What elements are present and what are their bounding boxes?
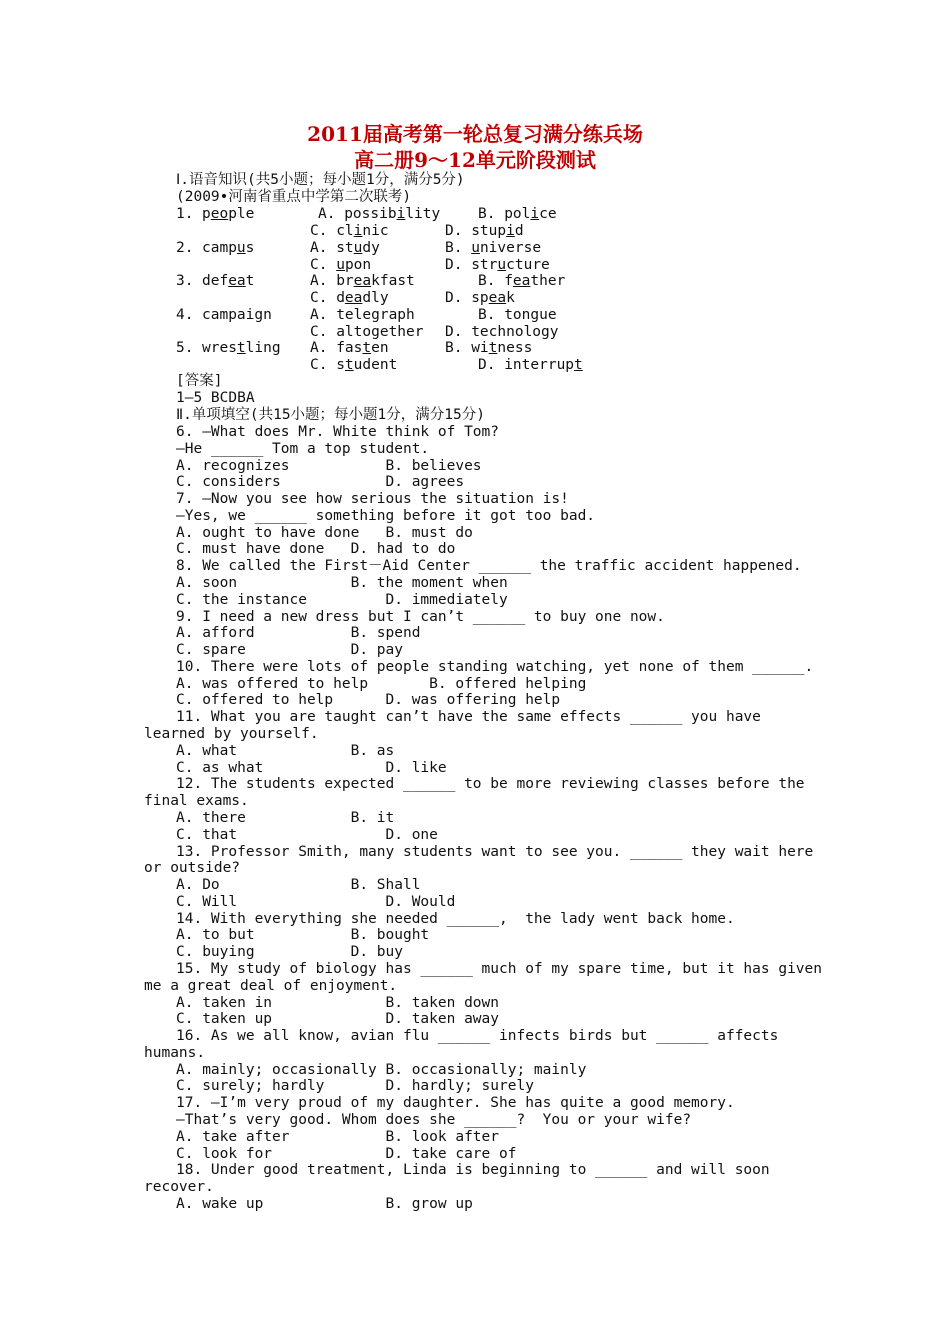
underlined-letters: t (344, 357, 354, 374)
answer-options: C. surely; hardly D. hardly; surely (176, 1078, 534, 1095)
question-text: —Yes, we ______ something before it got too bad. (176, 507, 596, 524)
answer-options: A. taken in B. taken down (176, 994, 500, 1011)
option-d: D. stupid (445, 223, 524, 239)
question-number: 1. (176, 206, 194, 222)
answer-options: A. wake up B. grow up (176, 1195, 473, 1212)
question-stem: 17. —I’m very proud of my daughter. She has quite a good memory. (176, 1095, 735, 1112)
question-stem: 12. The students expected ______ to be more reviewing classes before the (176, 776, 805, 793)
answer-options: C. taken up D. taken away (176, 1011, 500, 1028)
underlined-letters: t (236, 340, 246, 357)
option-b: B. tongue (478, 306, 557, 323)
option-d: D. interrupt (478, 357, 583, 374)
answer-options: C. spare D. pay (176, 642, 403, 659)
section2-heading: Ⅱ.单项填空(共15小题；每小题1分，满分15分) (176, 407, 485, 423)
question-stem: 16. As we all know, avian flu ______ infects birds but ______ affects (176, 1028, 779, 1045)
option-a: A. study (310, 239, 380, 256)
question-stem: 10. There were lots of people standing watching, yet none of them ______. (176, 658, 814, 675)
answer-options: C. considers D. agrees (176, 474, 465, 491)
question-stem: 8. We called the First－Aid Center ______ the traffic accident happened. (176, 558, 802, 575)
option-b: B. witness (445, 340, 533, 357)
option-b: B. police (478, 206, 557, 222)
underlined-letters: t (362, 340, 372, 357)
question-stem: 11. What you are taught can’t have the same effects ______ you have (176, 709, 761, 726)
option-c: C. student (310, 357, 398, 374)
option-c: C. upon (310, 256, 372, 273)
question-text: me a great deal of enjoyment. (144, 977, 398, 994)
option-b: B. universe (445, 239, 542, 256)
question-text: —That’s very good. Whom does she ______? You or your wife? (176, 1111, 692, 1128)
answer-key: 1—5 BCDBA (176, 390, 255, 406)
option-a: A. breakfast (310, 273, 415, 290)
option-d: D. technology (445, 323, 559, 340)
question-word: campus (202, 239, 255, 256)
document-subtitle: 高二册9～12单元阶段测试 (354, 148, 596, 172)
question-number: 2. (176, 239, 194, 256)
question-stem: 9. I need a new dress but I can’t ______ to buy one now. (176, 608, 665, 625)
question-stem: 18. Under good treatment, Linda is beginning to ______ and will soon (176, 1162, 770, 1179)
option-c: C. deadly (310, 290, 389, 307)
underlined-letters: t (488, 340, 498, 357)
question-word: campaign (202, 306, 272, 323)
answer-options: C. buying D. buy (176, 944, 403, 961)
option-d: D. structure (445, 256, 550, 273)
answer-options: A. mainly; occasionally B. occasionally; mainly (176, 1061, 587, 1078)
answer-options: C. Will D. Would (176, 893, 456, 910)
answer-options: A. what B. as (176, 742, 395, 759)
underlined-letters: t (574, 357, 583, 374)
underlined-letters: u (336, 256, 345, 273)
question-stem: 14. With everything she needed ______, the lady went back home. (176, 910, 735, 927)
answer-options: C. that D. one (176, 826, 438, 843)
question-text: learned by yourself. (144, 726, 319, 743)
underlined-letters: i (396, 206, 406, 222)
question-word: people (202, 206, 255, 222)
question-stem: 6. —What does Mr. White think of Tom? (176, 424, 500, 440)
option-c: C. clinic (310, 223, 389, 239)
answer-label: [答案] (176, 373, 223, 389)
question-text: or outside? (144, 860, 241, 877)
answer-options: C. as what D. like (176, 759, 447, 776)
underlined-letters: ea (488, 290, 507, 307)
answer-options: A. to but B. bought (176, 927, 430, 944)
question-text: final exams. (144, 793, 249, 810)
answer-options: A. soon B. the moment when (176, 575, 508, 592)
question-text: —He ______ Tom a top student. (176, 440, 430, 457)
answer-options: A. Do B. Shall (176, 877, 421, 894)
question-number: 5. (176, 340, 194, 357)
section1-source: (2009•河南省重点中学第二次联考) (176, 189, 412, 205)
answer-options: C. offered to help D. was offering help (176, 692, 561, 709)
question-text: humans. (144, 1044, 206, 1061)
underlined-letters: ea (344, 290, 363, 307)
underlined-letters: eo (210, 206, 229, 222)
document-title: 2011届高考第一轮总复习满分练兵场 (307, 122, 643, 146)
underlined-letters: ea (228, 273, 246, 290)
option-b: B. feather (478, 273, 566, 290)
option-a: A. fasten (310, 340, 389, 357)
answer-options: C. look for D. take care of (176, 1145, 517, 1162)
underlined-letters: i (353, 223, 363, 239)
answer-options: C. must have done D. had to do (176, 541, 456, 558)
option-a: A. telegraph (310, 306, 415, 323)
underlined-letters: ea (512, 273, 531, 290)
answer-options: A. take after B. look after (176, 1128, 500, 1145)
underlined-letters: ea (353, 273, 372, 290)
answer-options: A. afford B. spend (176, 625, 421, 642)
question-number: 4. (176, 306, 194, 323)
question-number: 3. (176, 273, 194, 290)
underlined-letters: i (530, 206, 540, 222)
option-a: A. possibility (318, 206, 441, 222)
answer-options: A. recognizes B. believes (176, 457, 482, 474)
answer-options: A. ought to have done B. must do (176, 524, 473, 541)
question-word: defeat (202, 273, 255, 290)
option-c: C. altogether (310, 323, 424, 340)
question-text: recover. (144, 1179, 214, 1196)
underlined-letters: u (471, 239, 480, 256)
question-stem: 13. Professor Smith, many students want to see you. ______ they wait here (176, 843, 814, 860)
option-d: D. speak (445, 290, 515, 307)
answer-options: A. was offered to help B. offered helping (176, 675, 587, 692)
question-stem: 7. —Now you see how serious the situation is! (176, 491, 569, 508)
section1-heading: Ⅰ.语音知识(共5小题；每小题1分，满分5分) (176, 172, 465, 188)
underlined-letters: u (497, 256, 507, 273)
underlined-letters: u (353, 239, 363, 256)
answer-options: A. there B. it (176, 809, 395, 826)
underlined-letters: u (236, 239, 246, 256)
answer-options: C. the instance D. immediately (176, 591, 508, 608)
question-stem: 15. My study of biology has ______ much of my spare time, but it has given (176, 960, 823, 977)
underlined-letters: i (506, 223, 515, 239)
question-word: wrestling (202, 340, 281, 357)
